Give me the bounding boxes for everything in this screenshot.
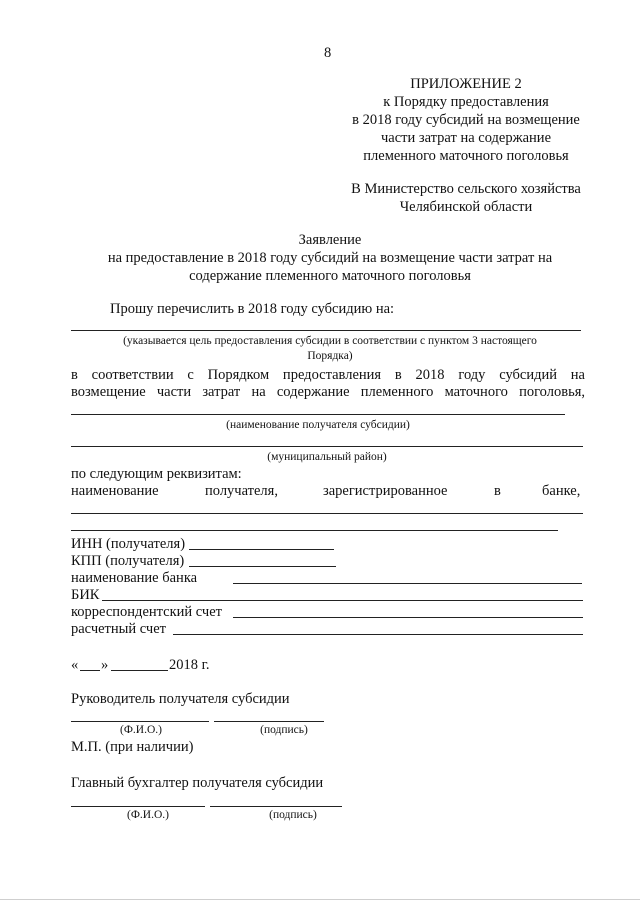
kpp-label: КПП (получателя) — [71, 553, 185, 569]
requisites-intro: по следующим реквизитам: — [71, 466, 242, 482]
head-signature-caption: (подпись) — [260, 724, 308, 736]
accountant-signature-line[interactable] — [210, 806, 342, 807]
request-text: Прошу перечислить в 2018 году субсидию на: — [110, 301, 395, 317]
addressee-line-1: В Министерство сельского хозяйства — [351, 181, 581, 197]
account-label: расчетный счет — [71, 621, 166, 637]
appendix-line-3: части затрат на содержание — [380, 130, 552, 146]
recipient-name-word-4: в — [494, 483, 501, 499]
accountant-title: Главный бухгалтер получателя субсидии — [71, 775, 324, 791]
addressee-line-2: Челябинской области — [399, 199, 533, 215]
inn-label: ИНН (получателя) — [71, 536, 186, 552]
appendix-title: ПРИЛОЖЕНИЕ 2 — [410, 76, 522, 92]
account-input-line[interactable] — [173, 634, 583, 635]
appendix-line-1: к Порядку предоставления — [383, 94, 549, 110]
district-input-line[interactable] — [71, 446, 583, 447]
head-fio-line[interactable] — [71, 721, 209, 722]
accordance-line-2: возмещение части затрат на содержание племенного маточного поголовья, — [71, 384, 585, 400]
corr-account-input-line[interactable] — [233, 617, 583, 618]
date-month-line[interactable] — [111, 670, 168, 671]
bank-name-line-1[interactable] — [71, 513, 583, 514]
page-bottom-edge — [0, 899, 640, 900]
purpose-caption-1: (указывается цель предоставления субсидии в соответствии с пунктом 3 настоящего — [123, 335, 537, 347]
recipient-input-line[interactable] — [71, 414, 565, 415]
bank-label: наименование банка — [71, 570, 198, 586]
application-subtitle-1: на предоставление в 2018 году субсидий на возмещение части затрат на — [107, 250, 553, 266]
head-fio-caption: (Ф.И.О.) — [120, 724, 162, 736]
appendix-line-4: племенного маточного поголовья — [363, 148, 569, 164]
seal-label: М.П. (при наличии) — [71, 739, 194, 755]
inn-input-line[interactable] — [189, 549, 334, 550]
appendix-line-2: в 2018 году субсидий на возмещение — [352, 112, 580, 128]
recipient-name-word-5: банке, — [542, 483, 581, 499]
head-title: Руководитель получателя субсидии — [71, 691, 290, 707]
accountant-fio-line[interactable] — [71, 806, 205, 807]
page-number: 8 — [324, 45, 332, 61]
recipient-caption: (наименование получателя субсидии) — [226, 419, 410, 431]
date-close-quote: » — [101, 657, 109, 673]
district-caption: (муниципальный район) — [267, 451, 387, 463]
corr-account-label: корреспондентский счет — [71, 604, 222, 620]
recipient-name-word-1: наименование — [71, 483, 159, 499]
date-day-line[interactable] — [80, 670, 100, 671]
accordance-line-1: в соответствии с Порядком предоставления в 2018 году субсидий на — [71, 367, 585, 383]
date-year: 2018 г. — [169, 657, 210, 673]
bank-name-line-2[interactable] — [71, 530, 558, 531]
application-title: Заявление — [298, 232, 362, 248]
purpose-input-line[interactable] — [71, 330, 581, 331]
head-signature-line[interactable] — [214, 721, 324, 722]
application-subtitle-2: содержание племенного маточного поголовья — [189, 268, 471, 284]
recipient-name-word-3: зарегистрированное — [323, 483, 448, 499]
bank-input-line[interactable] — [233, 583, 582, 584]
purpose-caption-2: Порядка) — [307, 350, 353, 362]
date-open-quote: « — [71, 657, 79, 673]
kpp-input-line[interactable] — [189, 566, 336, 567]
accountant-fio-caption: (Ф.И.О.) — [127, 809, 169, 821]
recipient-name-word-2: получателя, — [205, 483, 278, 499]
bik-input-line[interactable] — [102, 600, 583, 601]
bik-label: БИК — [71, 587, 100, 603]
accountant-signature-caption: (подпись) — [269, 809, 317, 821]
